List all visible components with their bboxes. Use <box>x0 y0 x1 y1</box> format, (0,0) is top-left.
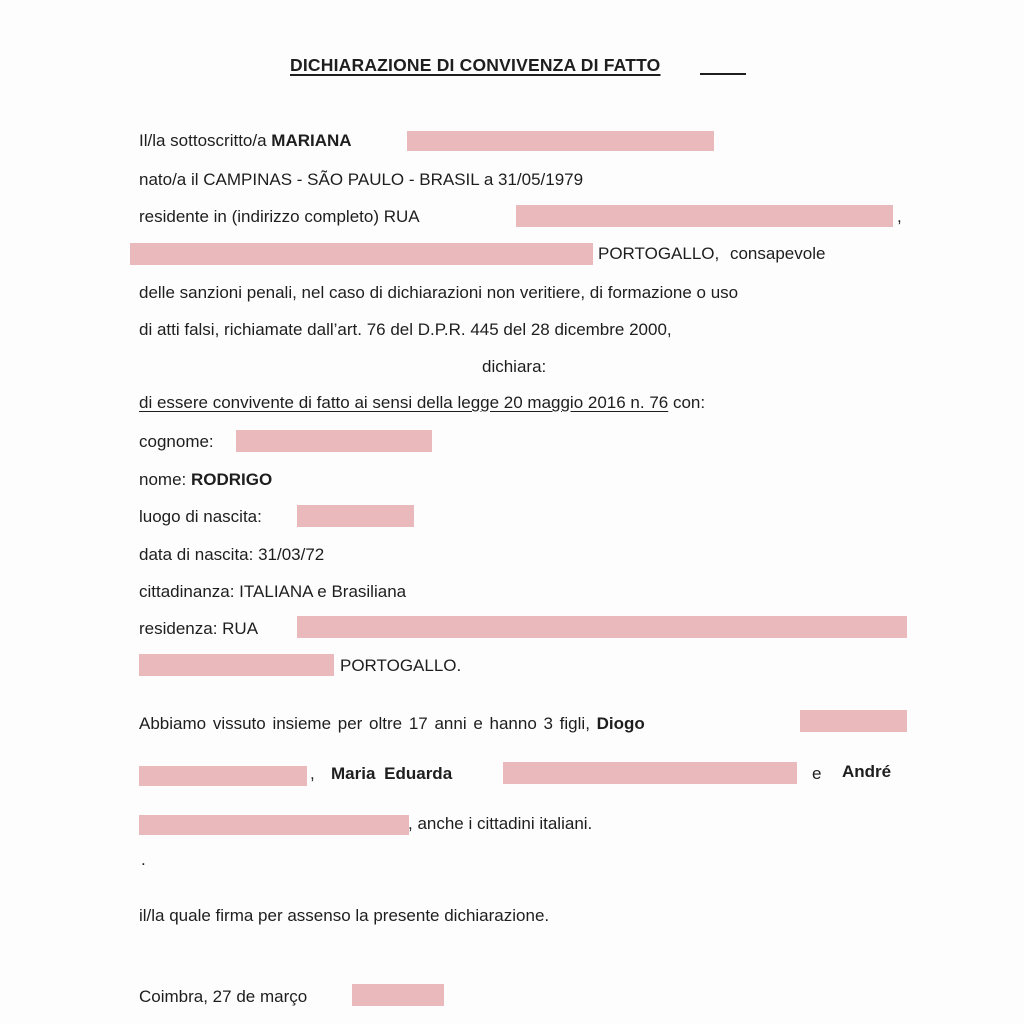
partner-residence-label: residenza: RUA <box>139 619 259 638</box>
birth-line: nato/a il CAMPINAS - SÃO PAULO - BRASIL a 31/05/1979 <box>139 170 584 189</box>
stray-dot: . <box>141 850 146 869</box>
partner-citizenship: cittadinanza: ITALIANA e Brasiliana <box>139 582 407 601</box>
partner-birthdate: data di nascita: 31/03/72 <box>139 545 325 564</box>
redaction-child-3-surname <box>139 815 409 835</box>
partner-name: RODRIGO <box>190 470 273 489</box>
signatory-line <box>139 131 352 151</box>
signatory-label: Il/la sottoscritto/a <box>139 131 267 150</box>
title-underline-extension <box>700 73 746 75</box>
declares-heading: dichiara: <box>482 357 547 376</box>
redaction-year <box>352 984 444 1006</box>
child-3-name: André <box>842 762 892 781</box>
redaction-partner-address-1 <box>297 616 907 638</box>
redaction-child-2-surname <box>503 762 797 784</box>
partner-residence-country: PORTOGALLO. <box>340 656 462 675</box>
residence-line-1: residente in (indirizzo completo) RUA , <box>139 207 902 226</box>
redaction-child-1-surname <box>800 710 907 732</box>
partner-name-line: nome: RODRIGO <box>139 470 273 489</box>
redaction-surname <box>407 131 714 151</box>
sanctions-line-1: delle sanzioni penali, nel caso di dichiarazioni non veritiere, di formazione o uso <box>139 283 739 302</box>
children-citizenship: , anche i cittadini italiani. <box>408 814 593 833</box>
residence-line-2: PORTOGALLO, consapevole <box>598 244 826 263</box>
consent-line: il/la quale firma per assenso la presente dichiarazione. <box>139 906 550 925</box>
redaction-child-1-surname-cont <box>139 766 307 786</box>
sanctions-line-2: di atti falsi, richiamate dall’art. 76 del D.P.R. 445 del 28 dicembre 2000, <box>139 320 672 339</box>
child-1-name: Diogo <box>596 714 645 733</box>
children-conjunction: e <box>812 764 822 783</box>
redaction-address-1 <box>516 205 893 227</box>
cohabitation-statement: di essere convivente di fatto ai sensi della legge 20 maggio 2016 n. 76 con: <box>139 393 706 412</box>
child-2-name: Maria Eduarda <box>331 764 453 783</box>
redaction-partner-address-2 <box>139 654 334 676</box>
redaction-address-2 <box>130 243 593 265</box>
redaction-partner-birthplace <box>297 505 414 527</box>
place-date-line: Coimbra, 27 de março <box>139 987 308 1006</box>
children-line-2-comma: , <box>310 764 315 783</box>
children-line-1: Abbiamo vissuto insieme per oltre 17 anni e hanno 3 figli, Diogo <box>139 714 645 733</box>
partner-birthplace-label: luogo di nascita: <box>139 507 262 526</box>
signatory-name: MARIANA <box>271 131 352 150</box>
document-title: DICHIARAZIONE DI CONVIVENZA DI FATTO <box>290 55 661 75</box>
redaction-partner-surname <box>236 430 432 452</box>
partner-surname-label: cognome: <box>139 432 214 451</box>
